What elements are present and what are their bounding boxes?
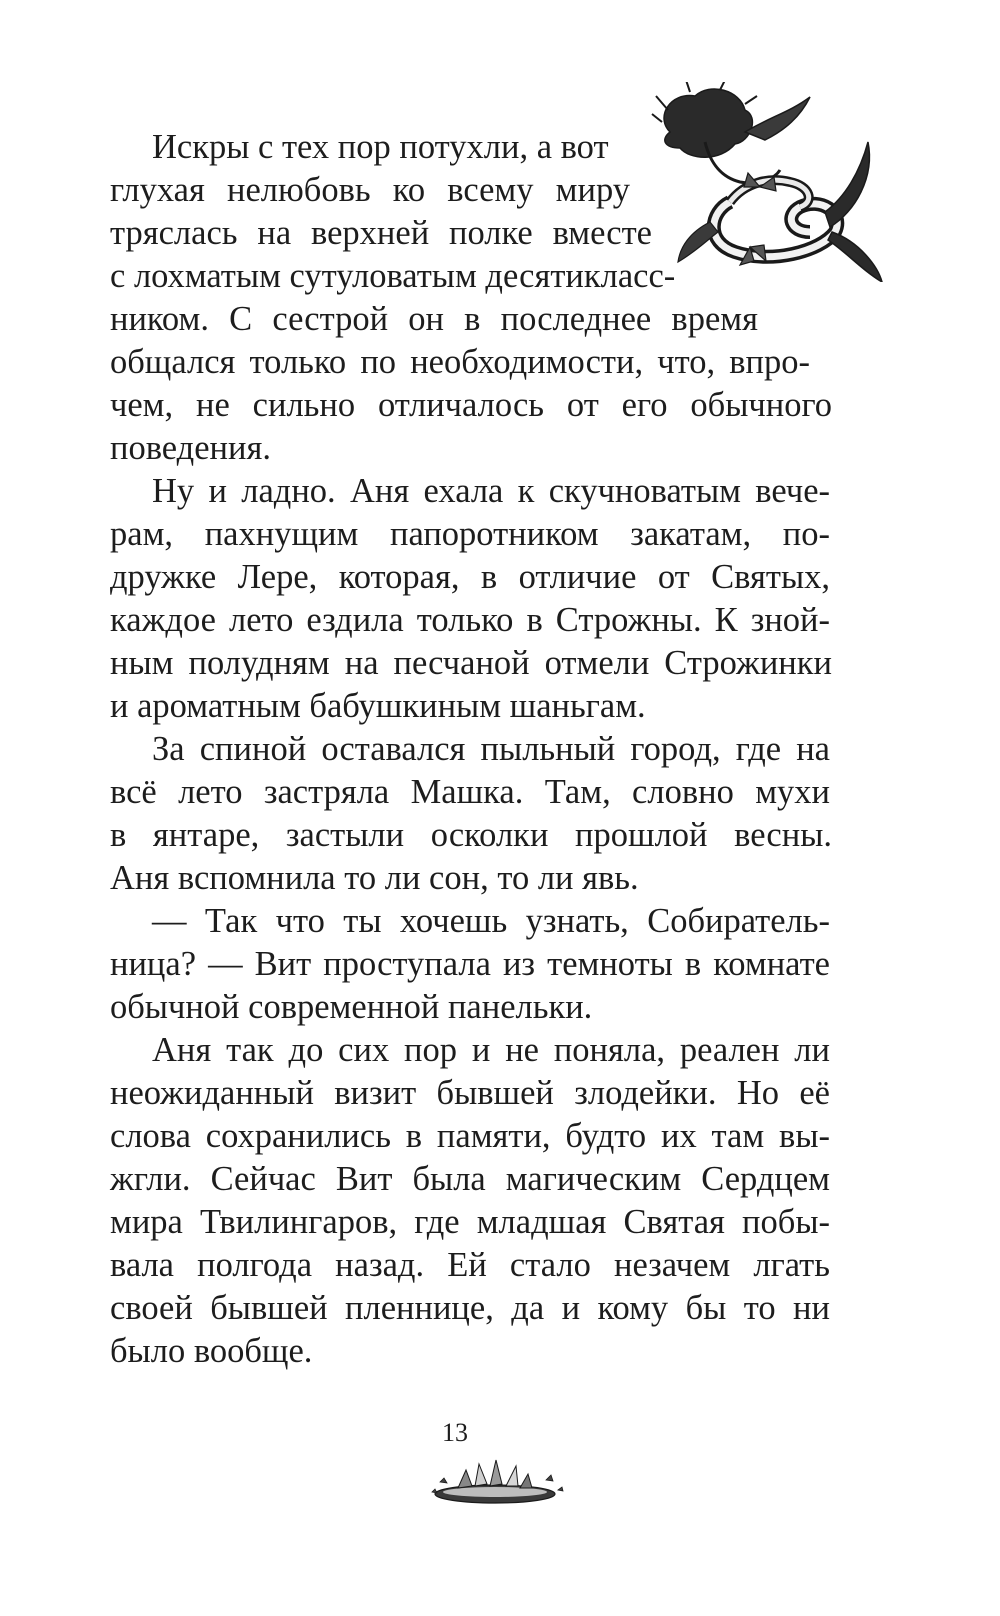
text-line: Ну и ладно. Аня ехала к скучноватым вече- <box>152 472 830 510</box>
text-line: было вообще. <box>110 1332 313 1370</box>
text-line: дружке Лере, которая, в отличие от Святых, <box>110 558 830 596</box>
text-line: Искры с тех пор потухли, а вот <box>152 128 609 166</box>
text-line: с лохматым сутуловатым десятикласс- <box>110 257 676 295</box>
text-line: Аня вспомнила то ли сон, то ли явь. <box>110 859 639 897</box>
text-line: тряслась на верхней полке вместе <box>110 214 652 252</box>
text-line: Аня так до сих пор и не поняла, реален ли <box>152 1031 830 1069</box>
text-line: каждое лето ездила только в Строжны. К зной- <box>110 601 830 639</box>
text-line: рам, пахнущим папоротником закатам, по- <box>110 515 830 553</box>
text-line: общался только по необходимости, что, впро- <box>110 343 810 381</box>
text-line: всё лето застряла Машка. Там, словно мухи <box>110 773 830 811</box>
text-line: поведения. <box>110 429 271 467</box>
text-line: неожиданный визит бывшей злодейки. Но её <box>110 1074 830 1112</box>
text-line: своей бывшей пленнице, да и кому бы то ни <box>110 1289 830 1327</box>
text-line: — Так что ты хочешь узнать, Собиратель- <box>152 902 830 940</box>
text-line: За спиной оставался пыльный город, где на <box>152 730 830 768</box>
text-line: слова сохранились в памяти, будто их там вы- <box>110 1117 830 1155</box>
page-number: 13 <box>442 1418 468 1447</box>
text-line: чем, не сильно отличалось от его обычного <box>110 386 832 424</box>
text-line: ным полудням на песчаной отмели Строжинки <box>110 644 832 682</box>
text-line: и ароматным бабушкиным шаньгам. <box>110 687 646 725</box>
text-line: ница? — Вит проступала из темноты в комнате <box>110 945 830 983</box>
crystal-shards-ornament <box>420 1452 570 1512</box>
text-line: вала полгода назад. Ей стало незачем лгать <box>110 1246 830 1284</box>
text-line: в янтаре, застыли осколки прошлой весны. <box>110 816 832 854</box>
text-line: мира Твилингаров, где младшая Святая побы- <box>110 1203 830 1241</box>
text-line: обычной современной панельки. <box>110 988 593 1026</box>
text-line: жгли. Сейчас Вит была магическим Сердцем <box>110 1160 830 1198</box>
mermaid-serpent-illustration <box>650 82 890 282</box>
text-line: глухая нелюбовь ко всему миру <box>110 171 630 209</box>
text-line: ником. С сестрой он в последнее время <box>110 300 758 338</box>
